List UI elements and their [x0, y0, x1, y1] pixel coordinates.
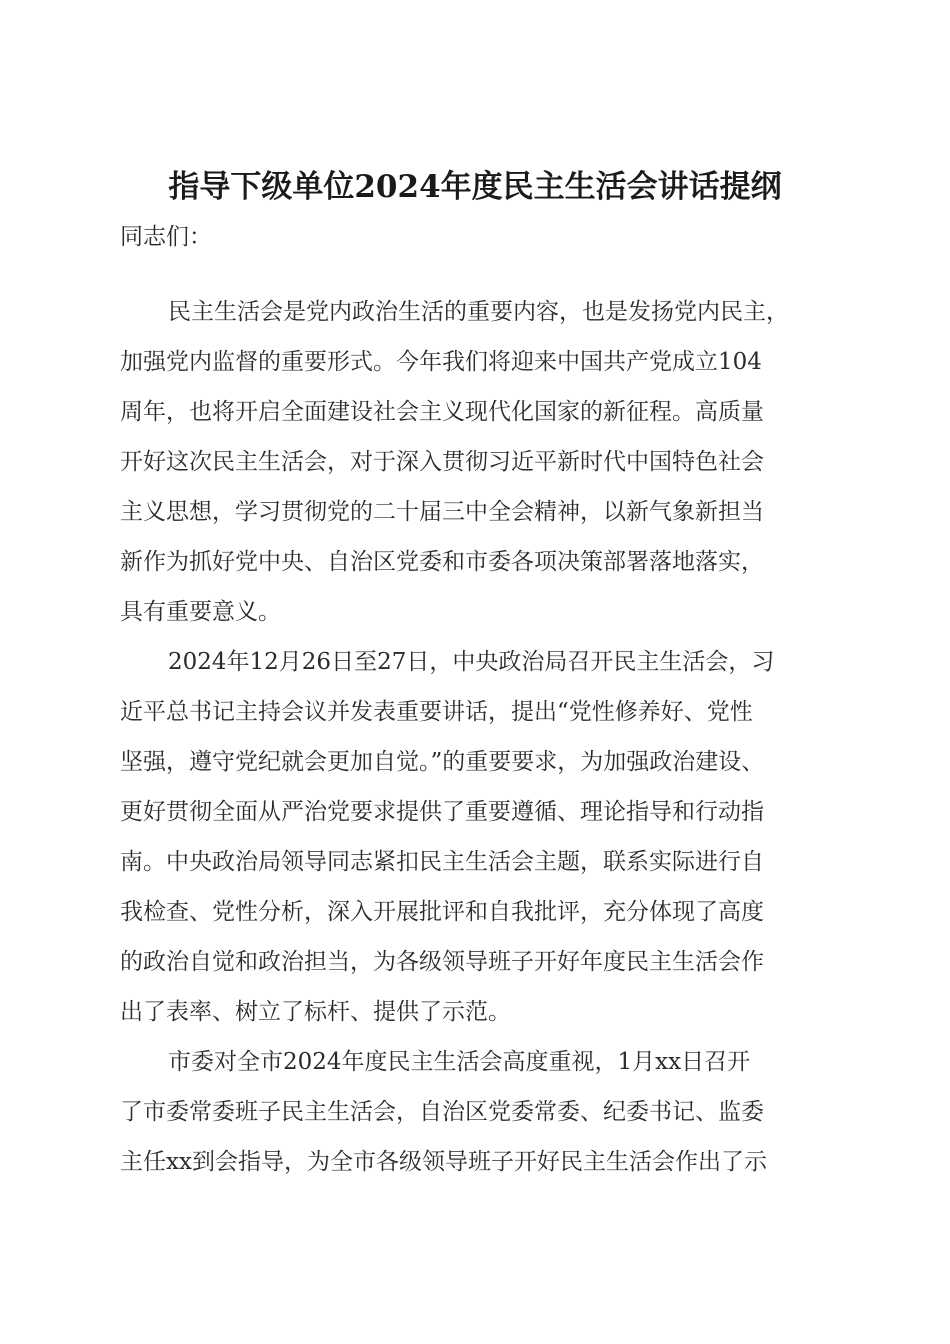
salutation-line: 同志们： [120, 224, 212, 250]
paragraph-1-line-3: 周年，也将开启全面建设社会主义现代化国家的新征程。高质量 [120, 399, 764, 425]
paragraph-3-line-3: 主任xx到会指导，为全市各级领导班子开好民主生活会作出了示 [120, 1149, 767, 1175]
paragraph-2-line-8: 出了表率、树立了标杆、提供了示范。 [120, 999, 511, 1025]
paragraph-3-line-1: 市委对全市2024年度民主生活会高度重视，1月xx日召开 [168, 1049, 751, 1075]
paragraph-2-line-2: 近平总书记主持会议并发表重要讲话，提出“党性修养好、党性 [120, 699, 753, 725]
paragraph-2-line-1: 2024年12月26日至27日，中央政治局召开民主生活会，习 [168, 649, 775, 675]
paragraph-2-line-4: 更好贯彻全面从严治党要求提供了重要遵循、理论指导和行动指 [120, 799, 764, 825]
paragraph-2-line-5: 南。中央政治局领导同志紧扣民主生活会主题，联系实际进行自 [120, 849, 764, 875]
paragraph-1-line-5: 主义思想，学习贯彻党的二十届三中全会精神，以新气象新担当 [120, 499, 764, 525]
paragraph-2-line-3: 坚强，遵守党纪就会更加自觉。”的重要要求，为加强政治建设、 [120, 749, 765, 775]
paragraph-3-line-2: 了市委常委班子民主生活会，自治区党委常委、纪委书记、监委 [120, 1099, 764, 1125]
paragraph-1-line-7: 具有重要意义。 [120, 599, 281, 625]
paragraph-1-line-2: 加强党内监督的重要形式。今年我们将迎来中国共产党成立104 [120, 349, 762, 375]
paragraph-2-line-6: 我检查、党性分析，深入开展批评和自我批评，充分体现了高度 [120, 899, 764, 925]
paragraph-1-line-1: 民主生活会是党内政治生活的重要内容，也是发扬党内民主， [168, 299, 789, 325]
paragraph-2-line-7: 的政治自觉和政治担当，为各级领导班子开好年度民主生活会作 [120, 949, 764, 975]
paragraph-1-line-4: 开好这次民主生活会，对于深入贯彻习近平新时代中国特色社会 [120, 449, 764, 475]
document-title: 指导下级单位2024年度民主生活会讲话提纲 [168, 169, 782, 205]
paragraph-1-line-6: 新作为抓好党中央、自治区党委和市委各项决策部署落地落实， [120, 549, 764, 575]
